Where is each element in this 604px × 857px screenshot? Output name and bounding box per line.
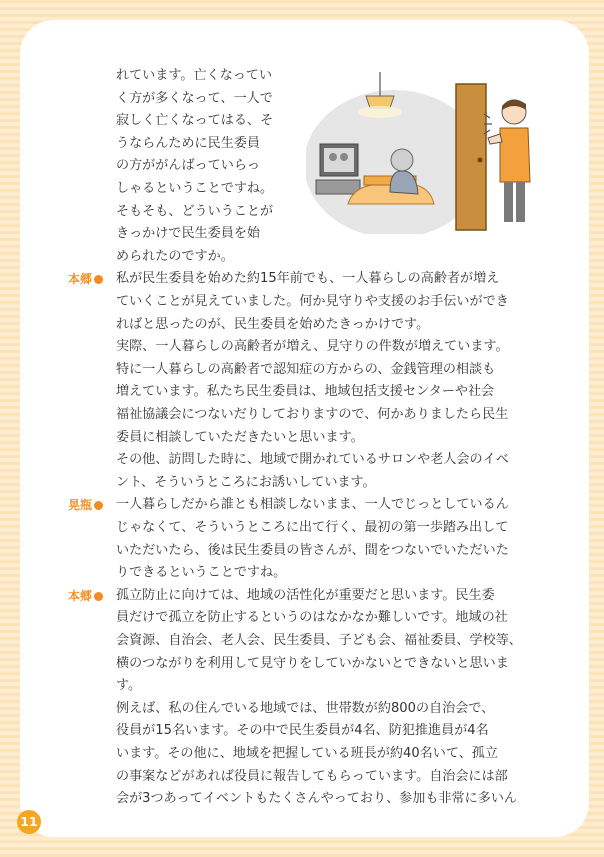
paragraph-line: 一人暮らしだから誰とも相談しないまま、一人でじっとしているん xyxy=(116,497,509,513)
speaker-name: 本郷 xyxy=(68,588,93,603)
tv-screen xyxy=(324,148,354,172)
illustration-visit xyxy=(306,72,538,234)
intro-text xyxy=(116,65,286,268)
bullet-dot-icon xyxy=(94,501,103,510)
bullet-dot-icon xyxy=(94,275,103,284)
paragraph-line: 実際、一人暮らしの高齢者が増え、見守りの件数が増えています。 xyxy=(116,339,509,355)
paragraph-line: じゃなくて、そういうところに出て行く、最初の第一歩踏み出して xyxy=(116,519,509,535)
intro-line: うならんために民生委員 xyxy=(116,135,261,151)
elderly-head xyxy=(391,149,413,171)
page-number-badge: 11 xyxy=(17,810,41,834)
dialogue-block xyxy=(116,585,546,811)
paragraph-line: 会資源、自治会、老人会、民生委員、子ども会、福祉委員、学校等、 xyxy=(116,632,522,648)
paragraph-line: 増えています。私たち民生委員は、地域包括支援センターや社会 xyxy=(116,384,495,400)
intro-line: しゃるということですね。 xyxy=(116,180,274,196)
paragraph-line: います。その他に、地域を把握している班長が約40名いて、孤立 xyxy=(116,745,498,761)
speaker-name: 本郷 xyxy=(68,272,93,287)
paragraph-line: 会が3つあってイベントもたくさんやっており、参加も非常に多いん xyxy=(116,791,518,807)
paragraph-line: す。 xyxy=(116,678,142,694)
intro-line: 寂しく亡くなってはる、そ xyxy=(116,113,274,129)
paragraph-line: 私が民生委員を始めた約15年前でも、一人暮らしの高齢者が増え xyxy=(116,271,500,287)
speaker-label xyxy=(68,268,103,291)
intro-line: の方ががんばっていらっ xyxy=(116,158,261,174)
paragraph-line: ればと思ったのが、民生委員を始めたきっかけです。 xyxy=(116,316,430,332)
paragraph-line: いただいたら、後は民生委員の皆さんが、間をつないでいただいた xyxy=(116,542,509,558)
paragraph-line: その他、訪問した時に、地域で開かれているサロンや老人会のイベ xyxy=(116,452,509,468)
dialogue-block xyxy=(116,268,546,494)
paragraph-line: ていくことが見えていました。何か見守りや支援のお手伝いができ xyxy=(116,293,509,309)
intro-line: そもそも、どういうことが xyxy=(116,203,274,219)
speaker-name: 晃瓶 xyxy=(68,498,93,513)
paragraph-line: 特に一人暮らしの高齢者で認知症の方からの、金銭管理の相談も xyxy=(116,361,496,377)
bullet-dot-icon xyxy=(94,592,103,601)
paragraph-line: 員だけで孤立を防止するというのはなかなか難しいです。地域の社 xyxy=(116,610,508,626)
paragraph-line: ント、そういうところにお誘いしています。 xyxy=(116,474,376,490)
visitor-body xyxy=(500,128,530,182)
speaker-label xyxy=(68,494,103,517)
paragraph-line: 役員が15名います。その中で民生委員が4名、防犯推進員が4名 xyxy=(116,723,489,739)
paragraph-line: 孤立防止に向けては、地域の活性化が重要だと思います。民生委 xyxy=(116,587,495,603)
paragraph-line: 委員に相談していただきたいと思います。 xyxy=(116,429,364,445)
intro-line: れています。亡くなってい xyxy=(116,68,273,83)
speaker-label xyxy=(68,585,103,608)
intro-line: く方が多くなって、一人で xyxy=(116,90,273,106)
door xyxy=(456,84,486,230)
paragraph-line: 例えば、私の住んでいる地域では、世帯数が約800の自治会で、 xyxy=(116,700,495,716)
paragraph-line: 福祉協議会につないだりしておりますので、何かありましたら民生 xyxy=(116,406,509,422)
tv-stand xyxy=(316,180,360,194)
paragraph-line: 横のつながりを利用して見守りをしていかないとできないと思いま xyxy=(116,655,509,671)
intro-line: きっかけで民生委員を始 xyxy=(116,226,261,242)
lamp-light xyxy=(358,106,402,118)
paragraph-line: の事案などがあれば役員に報告してもらっています。自治会には部 xyxy=(116,768,508,784)
intro-line: められたのですか。 xyxy=(116,248,234,264)
paragraph-line: りできるということですね。 xyxy=(116,565,287,581)
dialogue-block xyxy=(116,494,546,584)
